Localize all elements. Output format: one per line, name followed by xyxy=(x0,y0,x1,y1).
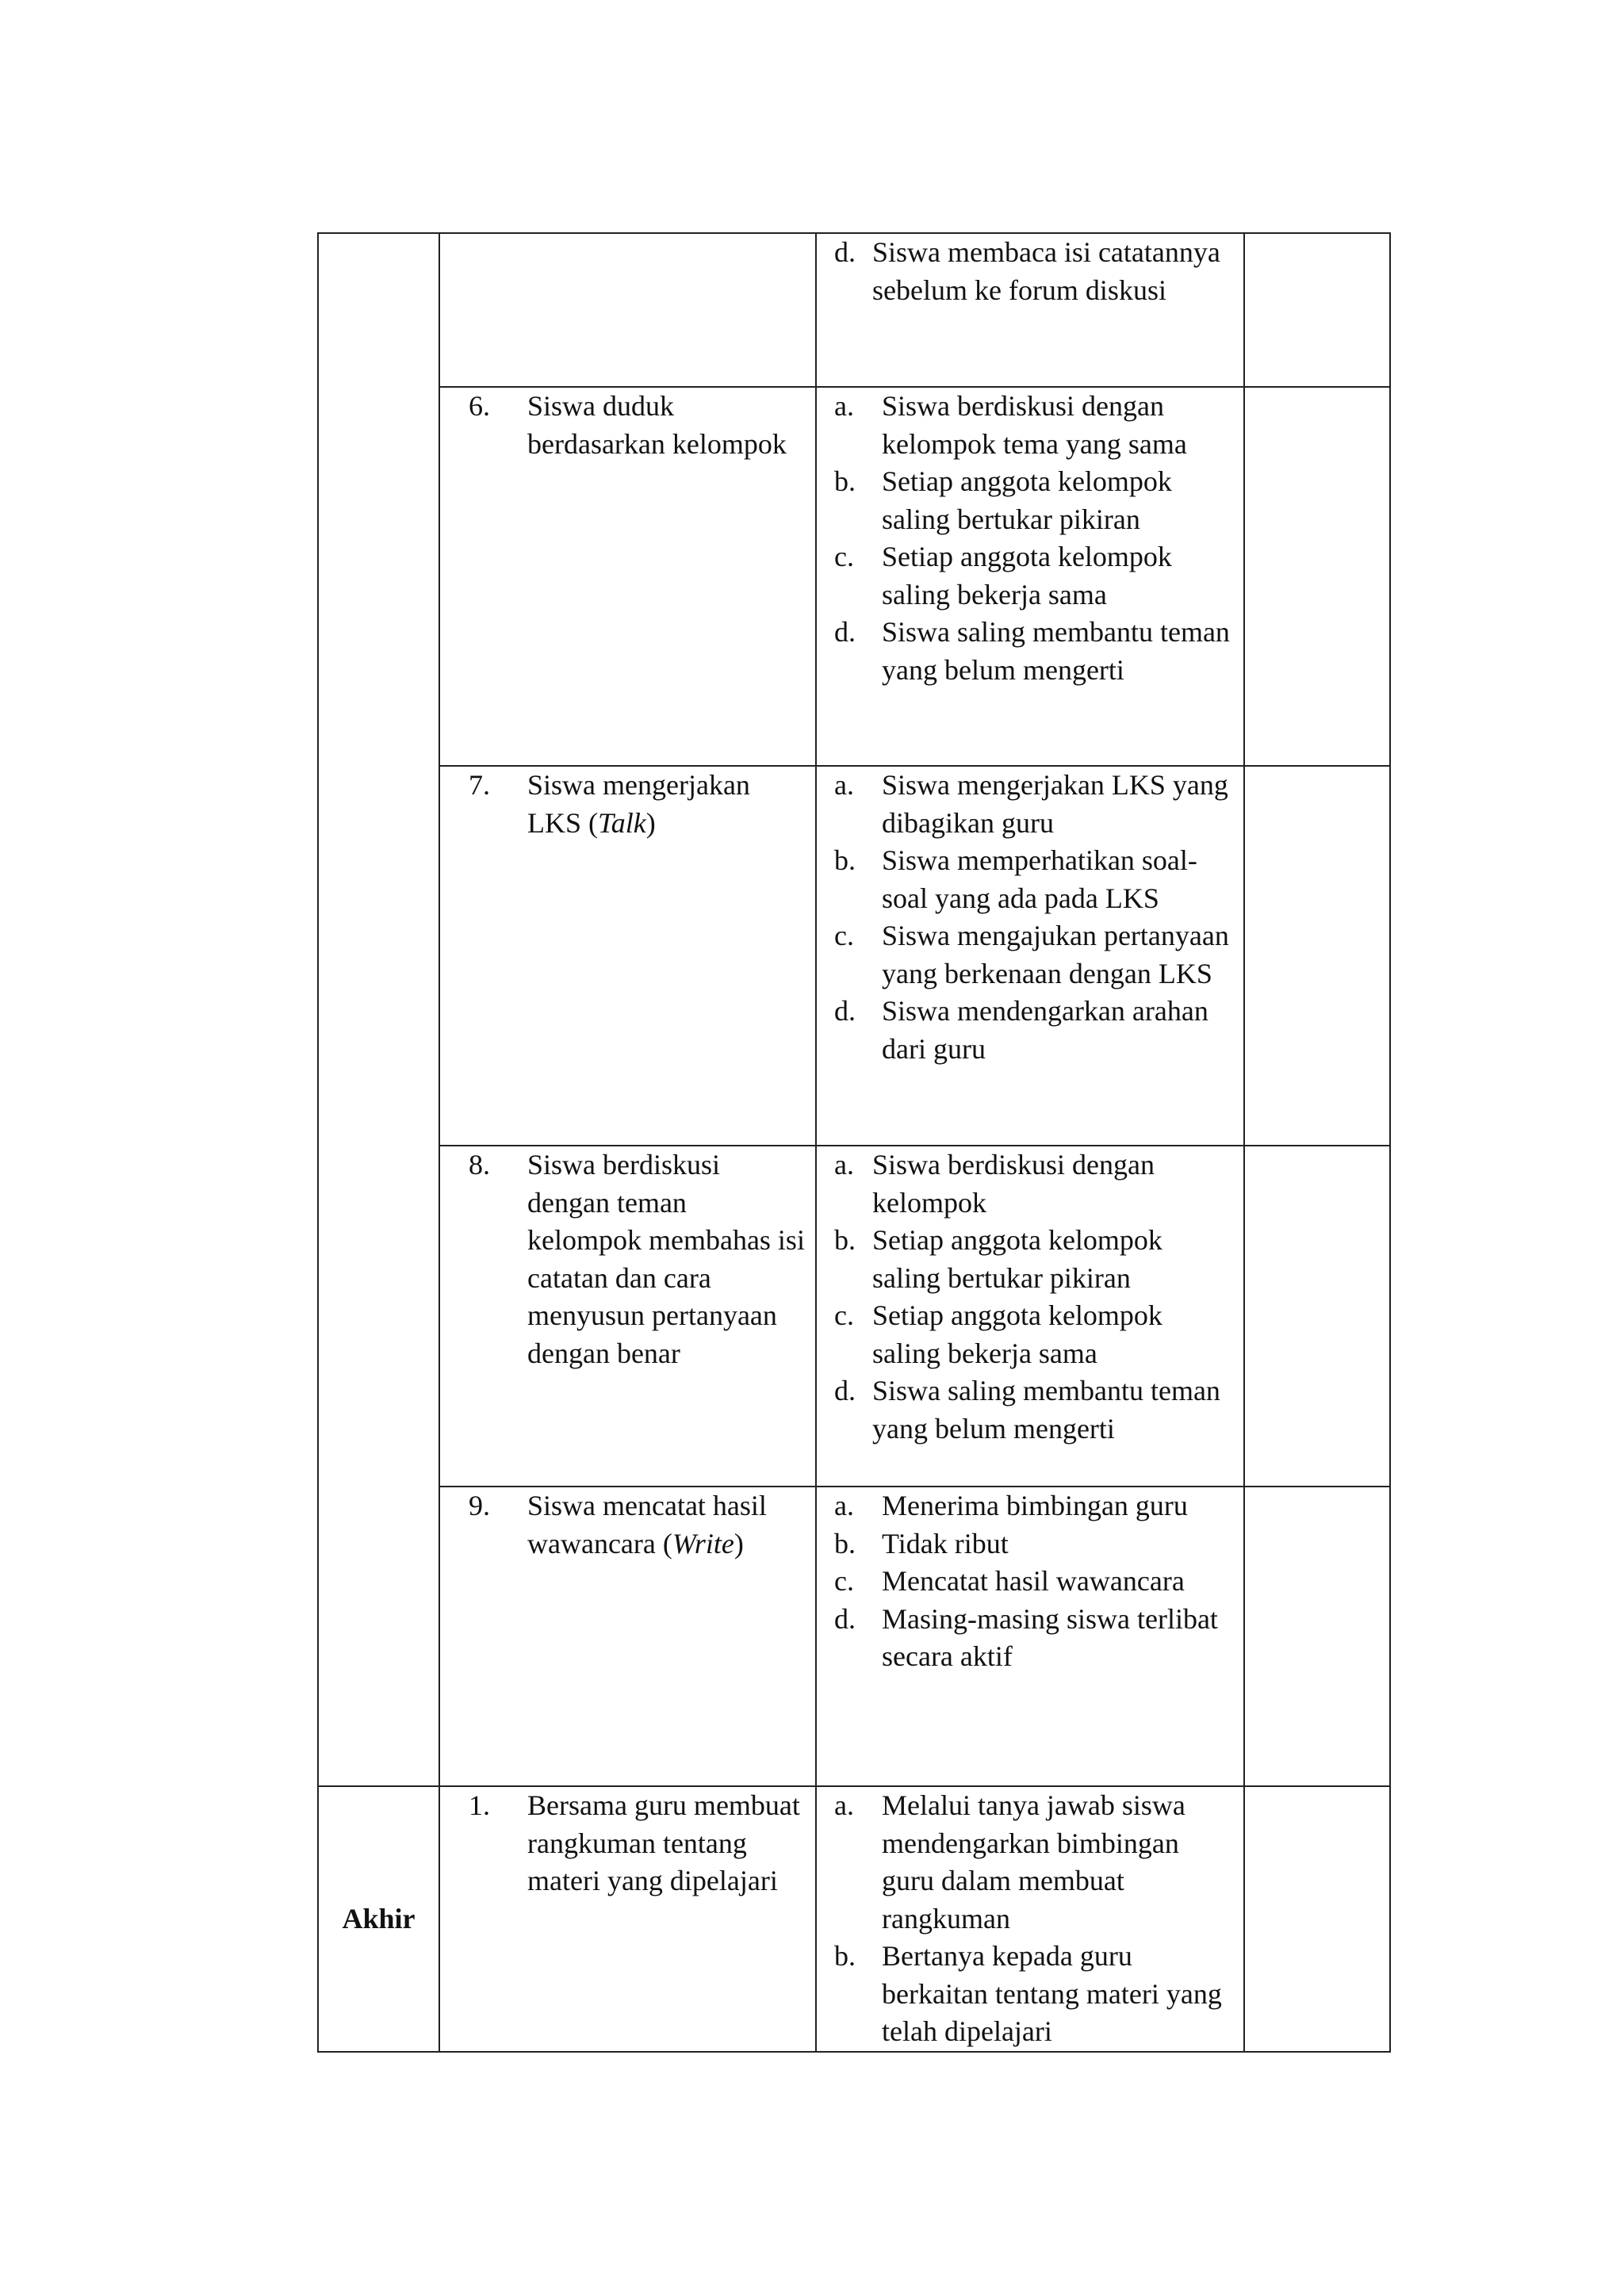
list-item xyxy=(834,1222,1235,1297)
step-text: Siswa duduk berdasarkan kelompok xyxy=(527,390,787,460)
table-row xyxy=(318,233,1390,387)
table-row xyxy=(318,1146,1390,1487)
list-item xyxy=(834,1525,1235,1563)
item-letter: b. xyxy=(834,1527,856,1559)
item-letter: d. xyxy=(834,1375,856,1406)
indicator-cell xyxy=(816,1487,1244,1786)
item-text: Setiap anggota kelompok saling bertukar pikiran xyxy=(872,1224,1162,1294)
item-text: Siswa saling membantu teman yang belum mengerti xyxy=(882,616,1230,686)
item-text: Setiap anggota kelompok saling bekerja sama xyxy=(872,1299,1162,1369)
indicator-cell xyxy=(816,766,1244,1146)
indicator-cell xyxy=(816,1786,1244,2052)
indicator-list xyxy=(817,234,1243,309)
item-letter: d. xyxy=(834,236,856,268)
table-row xyxy=(318,1487,1390,1786)
item-letter: b. xyxy=(834,1940,856,1972)
list-item xyxy=(834,1601,1235,1676)
item-text: Melalui tanya jawab siswa mendengarkan bimbingan guru dalam membuat rangkuman xyxy=(882,1789,1185,1934)
item-letter: c. xyxy=(834,541,854,572)
item-letter: a. xyxy=(834,1490,854,1521)
step-number: 7. xyxy=(469,769,490,801)
score-cell xyxy=(1244,387,1390,766)
list-item xyxy=(834,1787,1235,1938)
stage-label: Akhir xyxy=(318,1786,439,2052)
item-letter: b. xyxy=(834,844,856,876)
item-text: Siswa mendengarkan arahan dari guru xyxy=(882,995,1208,1065)
item-letter: a. xyxy=(834,1789,854,1821)
score-cell xyxy=(1244,233,1390,387)
item-text: Menerima bimbingan guru xyxy=(882,1490,1188,1521)
table-row xyxy=(318,1786,1390,2052)
list-item xyxy=(834,1297,1235,1372)
step-text: Siswa mengerjakan LKS (Talk) xyxy=(527,769,750,839)
score-cell xyxy=(1244,1786,1390,2052)
step-cell xyxy=(439,766,816,1146)
list-item xyxy=(834,234,1235,309)
list-item xyxy=(834,463,1235,538)
list-item xyxy=(834,1372,1235,1448)
table-row xyxy=(318,387,1390,766)
item-text: Siswa saling membantu teman yang belum mengerti xyxy=(872,1375,1220,1445)
step-number: 9. xyxy=(469,1490,490,1521)
list-item xyxy=(834,767,1235,842)
indicator-cell xyxy=(816,233,1244,387)
indicator-list xyxy=(817,388,1243,689)
step-text: Bersama guru membuat rangkuman tentang materi yang dipelajari xyxy=(527,1789,800,1896)
list-item xyxy=(834,1146,1235,1222)
item-text: Siswa berdiskusi dengan kelompok tema yang sama xyxy=(882,390,1187,460)
step-text-italic: Talk xyxy=(598,806,646,839)
step-text: Siswa mencatat hasil wawancara (Write) xyxy=(527,1490,767,1559)
indicator-list xyxy=(817,767,1243,1068)
step-text: Siswa berdiskusi dengan teman kelompok membahas isi catatan dan cara menyusun pertanyaan dengan benar xyxy=(527,1149,805,1369)
table-row xyxy=(318,766,1390,1146)
item-text: Setiap anggota kelompok saling bekerja sama xyxy=(882,541,1172,610)
item-text: Masing-masing siswa terlibat secara aktif xyxy=(882,1602,1218,1672)
score-cell xyxy=(1244,1146,1390,1487)
item-letter: c. xyxy=(834,1299,854,1331)
step-text-italic: Write xyxy=(672,1527,734,1559)
item-letter: d. xyxy=(834,1602,856,1635)
list-item xyxy=(834,993,1235,1068)
step-number: 6. xyxy=(469,390,490,422)
item-text: Setiap anggota kelompok saling bertukar pikiran xyxy=(882,465,1172,535)
stage-cell xyxy=(318,233,439,1786)
item-letter: a. xyxy=(834,769,854,801)
list-item xyxy=(834,1563,1235,1601)
item-text: Mencatat hasil wawancara xyxy=(882,1565,1185,1597)
step-cell xyxy=(439,1487,816,1786)
step-cell xyxy=(439,233,816,387)
indicator-list xyxy=(817,1146,1243,1448)
item-text: Siswa membaca isi catatannya sebelum ke forum diskusi xyxy=(872,236,1220,306)
score-cell xyxy=(1244,1487,1390,1786)
item-letter: b. xyxy=(834,1224,856,1256)
list-item xyxy=(834,842,1235,917)
indicator-cell xyxy=(816,387,1244,766)
item-text: Siswa memperhatikan soal-soal yang ada pada LKS xyxy=(882,844,1197,914)
item-letter: d. xyxy=(834,616,856,648)
item-text: Siswa mengajukan pertanyaan yang berkenaan dengan LKS xyxy=(882,920,1229,989)
score-cell xyxy=(1244,766,1390,1146)
item-letter: a. xyxy=(834,1149,854,1181)
step-number: 8. xyxy=(469,1149,490,1181)
step-cell xyxy=(439,387,816,766)
indicator-list xyxy=(817,1787,1243,2051)
list-item xyxy=(834,1938,1235,2051)
list-item xyxy=(834,538,1235,614)
list-item xyxy=(834,917,1235,993)
item-text: Siswa berdiskusi dengan kelompok xyxy=(872,1149,1155,1219)
item-letter: c. xyxy=(834,920,854,951)
indicator-list xyxy=(817,1487,1243,1676)
step-cell xyxy=(439,1146,816,1487)
list-item xyxy=(834,614,1235,689)
step-cell xyxy=(439,1786,816,2052)
observation-table xyxy=(317,232,1391,2053)
item-letter: c. xyxy=(834,1565,854,1597)
indicator-cell xyxy=(816,1146,1244,1487)
list-item xyxy=(834,388,1235,463)
item-text: Bertanya kepada guru berkaitan tentang materi yang telah dipelajari xyxy=(882,1940,1222,2047)
item-letter: d. xyxy=(834,995,856,1027)
step-number: 1. xyxy=(469,1789,490,1821)
item-text: Tidak ribut xyxy=(882,1527,1009,1559)
list-item xyxy=(834,1487,1235,1525)
item-text: Siswa mengerjakan LKS yang dibagikan guru xyxy=(882,769,1228,839)
item-letter: b. xyxy=(834,465,856,497)
item-letter: a. xyxy=(834,390,854,422)
